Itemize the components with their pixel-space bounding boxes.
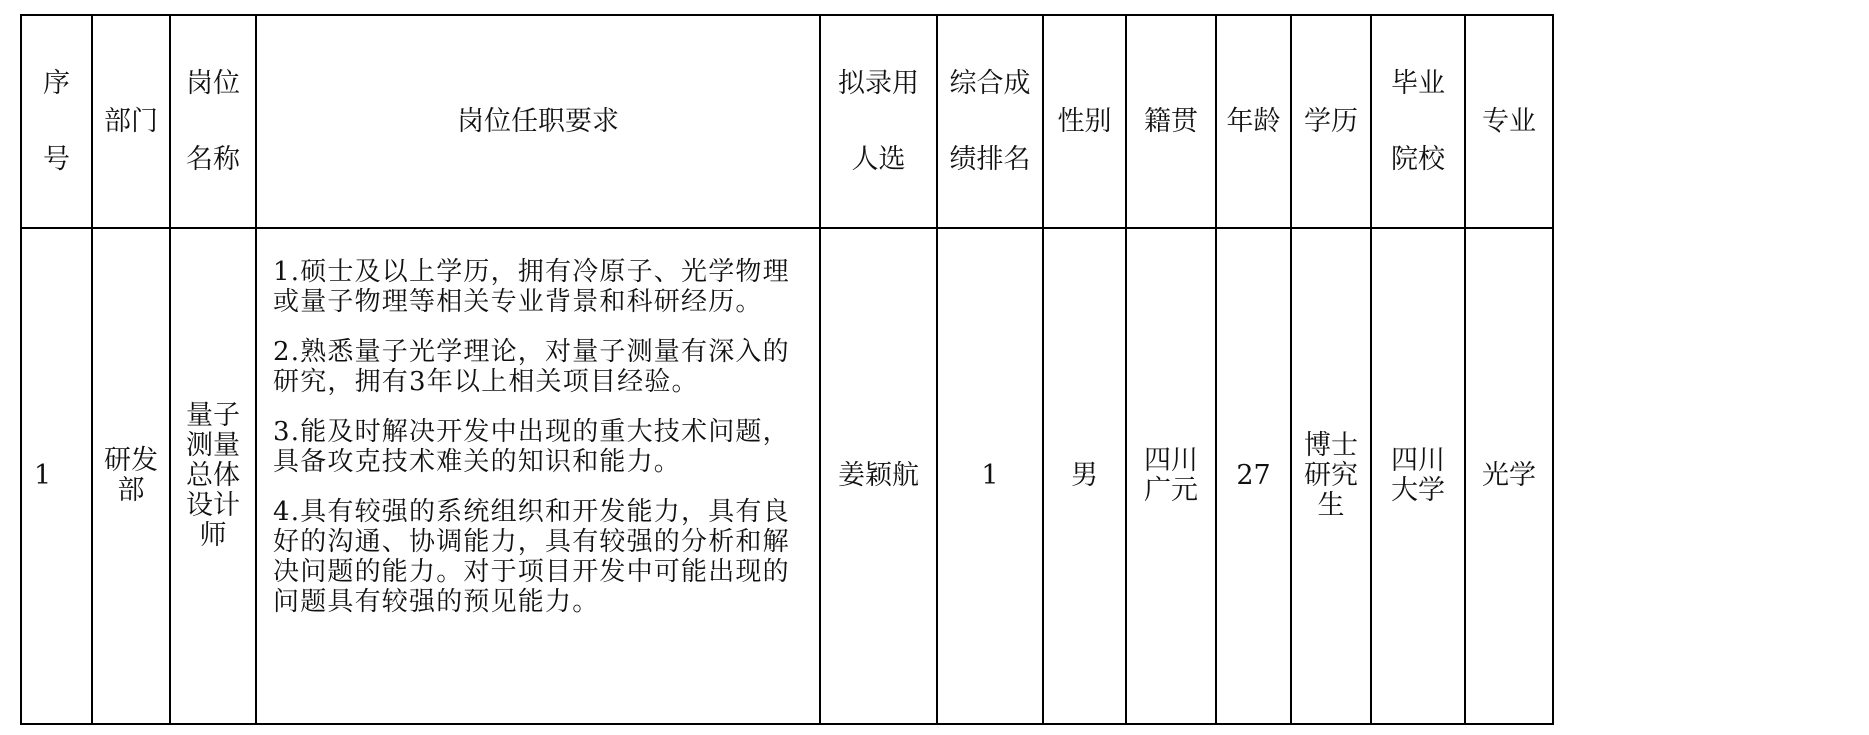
- header-education: [1291, 15, 1371, 228]
- table-row: [21, 228, 1553, 724]
- requirement-item: 3.能及时解决开发中出现的重大技术问题，具备攻克技术难关的知识和能力。: [273, 417, 790, 477]
- cell-origin: [1126, 228, 1216, 724]
- header-candidate-line1: 拟录用: [838, 67, 919, 99]
- cell-education: [1291, 228, 1371, 724]
- requirement-item: 2.熟悉量子光学理论，对量子测量有深入的研究，拥有3年以上相关项目经验。: [273, 337, 790, 397]
- header-candidate: [820, 15, 937, 228]
- header-major-text: 专业: [1482, 105, 1536, 137]
- header-candidate-line2: 人选: [851, 143, 906, 175]
- header-major: [1465, 15, 1553, 228]
- cell-origin-text: 四川广元: [1144, 445, 1198, 506]
- cell-position-name: [170, 228, 256, 724]
- header-requirements-text: 岗位任职要求: [457, 105, 619, 137]
- cell-dept: [92, 228, 170, 724]
- header-position-name-line1: 岗位: [186, 67, 240, 99]
- header-origin: [1126, 15, 1216, 228]
- header-education-text: 学历: [1304, 105, 1358, 137]
- header-row: [21, 15, 1553, 228]
- header-gender: [1043, 15, 1126, 228]
- header-school: [1371, 15, 1465, 228]
- cell-rank: 1: [937, 228, 1043, 724]
- header-dept-text: 部门: [104, 105, 158, 137]
- header-position-name: [170, 15, 256, 228]
- cell-gender: 男: [1043, 228, 1126, 724]
- header-seq: [21, 15, 92, 228]
- cell-education-text: 博士研究生: [1304, 430, 1358, 521]
- header-age-text: 年龄: [1226, 105, 1281, 137]
- header-school-line2: 院校: [1391, 143, 1445, 175]
- cell-requirements: [256, 228, 820, 724]
- cell-school: [1371, 228, 1465, 724]
- cell-dept-text: 研发部: [104, 445, 158, 506]
- cell-seq: 1: [21, 228, 92, 724]
- cell-age: 27: [1216, 228, 1291, 724]
- cell-position-name-text: 量子测量总体设计师: [186, 400, 240, 551]
- header-dept: [92, 15, 170, 228]
- header-seq-line1: 序: [43, 67, 70, 99]
- requirement-item: 4.具有较强的系统组织和开发能力，具有良好的沟通、协调能力，具有较强的分析和解决问题的能力。对于项目开发中可能出现的问题具有较强的预见能力。: [273, 497, 790, 617]
- header-rank-line1: 综合成: [949, 67, 1031, 99]
- requirement-item: 1.硕士及以上学历，拥有冷原子、光学物理或量子物理等相关专业背景和科研经历。: [273, 257, 790, 317]
- header-age: [1216, 15, 1291, 228]
- header-seq-line2: 号: [43, 143, 70, 175]
- cell-major: 光学: [1465, 228, 1553, 724]
- header-rank-line2: 绩排名: [949, 143, 1031, 175]
- header-rank: [937, 15, 1043, 228]
- header-gender-text: 性别: [1057, 105, 1112, 137]
- candidate-table: [20, 14, 1554, 725]
- header-school-line1: 毕业: [1391, 67, 1445, 99]
- header-origin-text: 籍贯: [1144, 105, 1198, 137]
- header-position-name-line2: 名称: [186, 143, 240, 175]
- cell-candidate: 姜颖航: [820, 228, 937, 724]
- header-requirements: [256, 15, 820, 228]
- cell-school-text: 四川大学: [1391, 445, 1445, 506]
